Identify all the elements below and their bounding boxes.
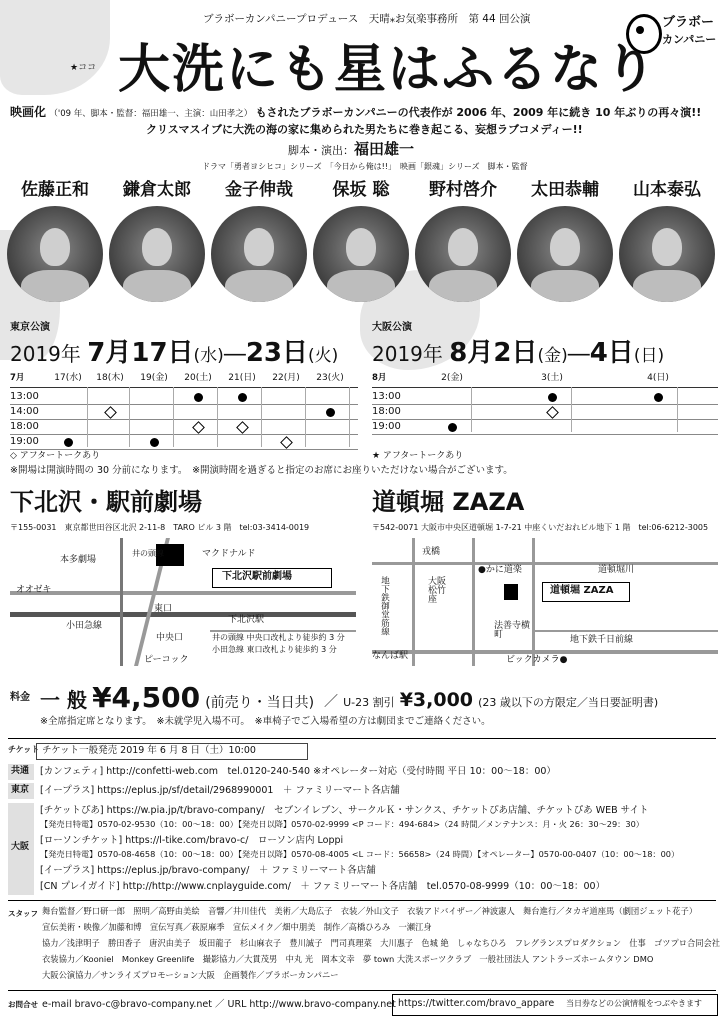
cast-photo-face xyxy=(448,228,478,266)
map-road xyxy=(472,538,475,666)
map-ebisu: 戎橋 xyxy=(422,547,441,557)
intro-text: もされたブラボーカンパニーの代表作が 2006 年、2009 年に続き 10 年ぶりの再々演!! xyxy=(255,106,702,119)
cast-photo-face xyxy=(244,228,274,266)
ticket-osaka-label: 大阪 xyxy=(11,842,30,852)
after-talk-diamond-icon xyxy=(192,421,205,434)
map-road xyxy=(210,630,356,632)
schedule-time: 14:00 xyxy=(10,406,39,417)
contact-line: e-mail bravo-c@bravo-company.net ／ URL http://www.bravo-company.net xyxy=(42,999,396,1010)
director-works: ドラマ「勇者ヨシヒコ」シリーズ 「今日から俺は!!」 映画「銀魂」シリーズ 脚本・監督 xyxy=(202,162,528,171)
staff-line: 衣装協力／Kooniel Monkey Greenlife 撮影協力／大貫茂男 中丸 光 岡本文幸 夢 town 大洗スポーツクラブ 一般社団法人 アントラーズホームタウン DMO xyxy=(42,954,654,964)
japan-map-silhouette-top xyxy=(0,0,110,95)
map-theater-label: 下北沢駅前劇場 xyxy=(222,571,292,582)
osaka-label: 大阪公演 xyxy=(372,322,412,333)
schedule-col-rule xyxy=(217,387,218,447)
schedule-day: 3(土) xyxy=(541,373,563,383)
tokyo-map xyxy=(10,538,356,666)
schedule-day: 21(日) xyxy=(228,373,256,383)
general-price: ¥4,500 xyxy=(92,681,201,714)
schedule-rule xyxy=(10,449,358,450)
performance-dot-icon xyxy=(326,408,335,417)
map-bic: ビックカメラ● xyxy=(506,655,568,665)
staff-label: スタッフ xyxy=(8,909,38,918)
map-kani: ●かに道楽 xyxy=(478,565,522,575)
price-notes: ※全席指定席となります。 ※未就学児入場不可。 ※車椅子でご入場希望の方は劇団までご連絡ください。 xyxy=(40,716,491,727)
tokyo-end-day: 23日 xyxy=(245,338,308,368)
cast-name: 金子伸哉 xyxy=(225,180,293,200)
map-road xyxy=(10,612,356,617)
cast-photo-face xyxy=(652,228,682,266)
intro-line-1 xyxy=(10,106,701,119)
divider xyxy=(8,900,716,901)
schedule-day: 23(火) xyxy=(316,373,344,383)
title-prefix: ★ココ xyxy=(70,63,97,73)
after-talk-diamond-icon xyxy=(280,436,293,449)
performance-dot-icon xyxy=(654,393,663,402)
map-inokashira: 井の頭線 xyxy=(132,549,164,558)
ticket-osaka-line: 【発売日特電】0570-02-9530（10：00～18：00）【発売日以降】0570-02-9999 <P コード：494-684>（24 時間／メンテナンス：月・火 26：30～29：30） xyxy=(40,819,644,829)
osaka-legend: ★ アフタートークあり xyxy=(372,451,464,461)
general-label: 一 般 xyxy=(40,688,87,712)
tokyo-start-dow: (水) xyxy=(193,346,224,366)
schedule-time: 13:00 xyxy=(10,391,39,402)
schedule-day: 2(金) xyxy=(441,373,463,383)
show-title: 大洗にも星はふるなり xyxy=(118,40,659,100)
cast-photo-face xyxy=(346,228,376,266)
cast-photo xyxy=(517,206,613,302)
tokyo-date-range xyxy=(10,340,338,366)
u23-note: (23 歳以下の方限定／当日要証明書) xyxy=(478,696,659,709)
map-station: 下北沢駅 xyxy=(228,615,265,625)
staff-line: 協力／浅津明子 勝田香子 唐沢由美子 坂田龍子 杉山麻衣子 豊川誠子 門司真理菜 大川惠子 色城 絶 しゃなちひろ フレグランスプロダクション 仕事 ゴツプロ合同会社 xyxy=(42,938,720,948)
map-midosuji: 地下鉄御堂筋線 xyxy=(379,576,390,636)
staff-line: 宣伝美術・映像／加藤和博 宣伝写真／萩原麻季 宣伝メイク／畑中朋美 制作／高橋ひろみ 一瀬江身 xyxy=(42,922,432,932)
schedule-col-rule xyxy=(173,387,174,447)
map-road xyxy=(10,591,356,595)
schedule-col-rule xyxy=(677,387,678,432)
price-line xyxy=(40,681,315,714)
performance-dot-icon xyxy=(448,423,457,432)
map-road xyxy=(120,538,123,666)
after-talk-diamond-icon xyxy=(236,421,249,434)
divider xyxy=(8,990,716,991)
schedule-col-rule xyxy=(571,387,572,432)
schedule-col-rule xyxy=(305,387,306,447)
ticket-osaka-line: [ローソンチケット] https://l-tike.com/bravo-c/ ローソン店内 Loppi xyxy=(40,835,344,846)
performance-dot-icon xyxy=(194,393,203,402)
ticket-release: チケット一般発売 2019 年 6 月 8 日（土）10:00 xyxy=(42,745,256,756)
schedule-day: 18(木) xyxy=(96,373,124,383)
map-zaza-label: 道頓堀 ZAZA xyxy=(550,585,614,596)
map-access-1: 井の頭線 中央口改札より徒歩約 3 分 xyxy=(212,633,345,642)
cast-name: 保坂 聡 xyxy=(332,180,390,200)
schedule-rule xyxy=(372,419,718,420)
schedule-time: 13:00 xyxy=(372,391,401,402)
osaka-year: 2019年 xyxy=(372,342,443,366)
schedule-col-rule xyxy=(87,387,88,447)
map-mcd: マクドナルド xyxy=(202,549,256,559)
schedule-rule xyxy=(372,387,718,388)
osaka-end-day: 4日 xyxy=(589,338,634,368)
osaka-end-dow: (日) xyxy=(633,346,665,366)
map-central-exit: 中央口 xyxy=(156,633,184,643)
intro-credit: （'09 年、脚本・監督：福田雄一、主演：山田孝之） xyxy=(49,109,253,119)
osaka-dash: ― xyxy=(567,342,590,367)
cast-photo-body xyxy=(21,270,89,302)
map-ozeki: オオゼキ xyxy=(16,585,52,595)
schedule-col-rule xyxy=(349,387,350,447)
performance-dot-icon xyxy=(64,438,73,447)
map-road xyxy=(372,650,718,654)
osaka-date-range xyxy=(372,340,664,366)
schedule-day: 22(月) xyxy=(272,373,300,383)
after-talk-diamond-icon xyxy=(104,406,117,419)
cast-photo xyxy=(619,206,715,302)
cast-name: 山本泰弘 xyxy=(633,180,701,200)
cast-photo-face xyxy=(550,228,580,266)
tokyo-start-month: 7月 xyxy=(87,338,132,368)
cast-photo-face xyxy=(142,228,172,266)
zaza-block xyxy=(504,584,518,600)
contact-label: お問合せ xyxy=(8,1000,38,1009)
staff-line: 舞台監督／野口研一郎 照明／高野由美絵 音響／井川佳代 美術／大島広子 衣装／外山文子 衣装アドバイザー／神波憲人 舞台進行／タカギ道座馬（劇団ジェット花子） xyxy=(42,906,698,916)
cast-photo-body xyxy=(327,270,395,302)
cast-photo xyxy=(313,206,409,302)
schedule-rule xyxy=(372,434,718,435)
performance-dot-icon xyxy=(548,393,557,402)
twitter-note: 当日券などの公演情報をつぶやきます xyxy=(566,999,702,1008)
map-peacock: ピーコック xyxy=(144,655,189,665)
performance-dot-icon xyxy=(150,438,159,447)
price-label: 料金 xyxy=(10,692,30,703)
cast-photo-face xyxy=(40,228,70,266)
map-road xyxy=(532,630,718,632)
schedule-time: 19:00 xyxy=(10,436,39,447)
logo-mascot-eye-icon xyxy=(636,26,644,34)
u23-slash: ／ xyxy=(324,694,338,710)
tokyo-dash: ― xyxy=(223,342,246,367)
venue-tokyo-address: 〒155-0031 東京都世田谷区北沢 2-11-8 TARO ビル 3 階 tel:03-3414-0019 xyxy=(10,523,310,532)
intro-label: 映画化 xyxy=(10,105,47,119)
map-road xyxy=(532,538,535,666)
map-hozenji: 法善寺横町 xyxy=(494,621,531,640)
u23-line xyxy=(324,691,658,710)
map-canal: 道頓堀川 xyxy=(598,565,635,575)
cast-photo xyxy=(415,206,511,302)
ticket-common-line: [カンフェティ] http://confetti-web.com tel.0120-240-540 ※オペレーター対応（受付時間 平日 10：00～18：00） xyxy=(40,766,556,777)
schedule-day: 19(金) xyxy=(140,373,168,383)
cast-photo xyxy=(109,206,205,302)
cast-name: 野村啓介 xyxy=(429,180,497,200)
presenter-line: ブラボーカンパニープロデュース 天晴⁎お気楽事務所 第 44 回公演 xyxy=(203,13,531,25)
director-line xyxy=(288,142,414,157)
schedule-day: 4(日) xyxy=(647,373,669,383)
ticket-osaka-line: [イープラス] https://eplus.jp/bravo-company/ ＋ ファミリーマート各店舗 xyxy=(40,865,376,876)
schedule-month: 8月 xyxy=(372,373,387,383)
osaka-start-dow: (金) xyxy=(537,346,568,366)
tokyo-legend: ◇ アフタートークあり xyxy=(10,451,101,461)
tokyo-end-dow: (火) xyxy=(308,346,339,366)
performance-dot-icon xyxy=(238,393,247,402)
schedule-col-rule xyxy=(471,387,472,432)
director-label: 脚本・演出： xyxy=(288,144,354,157)
venue-osaka-address: 〒542-0071 大阪市中央区道頓堀 1-7-21 中座くいだおれビル地下 1 階 tel:06-6212-3005 xyxy=(372,523,709,532)
schedule-month: 7月 xyxy=(10,373,25,383)
map-road xyxy=(372,562,718,565)
schedule-day: 17(水) xyxy=(54,373,82,383)
schedule-time: 19:00 xyxy=(372,421,401,432)
cast-photo xyxy=(7,206,103,302)
cast-photo-body xyxy=(633,270,701,302)
map-sennichimae: 地下鉄千日前線 xyxy=(570,635,634,645)
cast-photo-body xyxy=(531,270,599,302)
divider xyxy=(8,738,716,739)
osaka-map xyxy=(372,538,718,666)
map-odakyu: 小田急線 xyxy=(66,621,103,631)
u23-price: ¥3,000 xyxy=(399,689,474,711)
map-namba: なんば駅 xyxy=(372,651,409,661)
cast-photo xyxy=(211,206,307,302)
venue-osaka-name: 道頓堀 ZAZA xyxy=(372,488,525,516)
map-access-2: 小田急線 東口改札より徒歩約 3 分 xyxy=(212,645,337,654)
schedule-rule xyxy=(372,404,718,405)
logo-text-1: ブラボー xyxy=(662,15,715,30)
cast-photo-body xyxy=(429,270,497,302)
map-shochiku: 大阪松竹座 xyxy=(428,577,447,605)
ticket-tokyo-label: 東京 xyxy=(11,785,30,795)
schedule-time: 18:00 xyxy=(372,406,401,417)
schedule-time: 18:00 xyxy=(10,421,39,432)
schedule-col-rule xyxy=(261,387,262,447)
map-east-exit: 東口 xyxy=(154,604,173,614)
osaka-start-month: 8月 xyxy=(449,338,494,368)
director-name: 福田雄一 xyxy=(354,140,415,158)
osaka-start-day: 2日 xyxy=(493,338,538,368)
map-road xyxy=(412,538,415,666)
schedule-col-rule xyxy=(129,387,130,447)
ticket-osaka-line: [CN プレイガイド] http://http://www.cnplayguide.com/ ＋ ファミリーマート各店舗 tel.0570-08-9999（10：00～18：00） xyxy=(40,881,606,892)
cast-name: 佐藤正和 xyxy=(21,180,89,200)
ticket-osaka-line: [チケットぴあ] https://w.pia.jp/t/bravo-company/ セブンイレブン、サークルＫ・サンクス、チケットぴあ店舗、チケットぴあ WEB サイト xyxy=(40,805,649,816)
schedule-day: 20(土) xyxy=(184,373,212,383)
cast-name: 太田恭輔 xyxy=(531,180,599,200)
map-honda: 本多劇場 xyxy=(60,555,97,565)
general-note: (前売り・当日共) xyxy=(205,695,315,711)
cast-photo-body xyxy=(225,270,293,302)
after-talk-diamond-icon xyxy=(546,406,559,419)
venue-tokyo-name: 下北沢・駅前劇場 xyxy=(10,488,202,516)
ticket-common-label: 共通 xyxy=(11,766,30,776)
tokyo-label: 東京公演 xyxy=(10,322,50,333)
u23-label: U-23 割引 xyxy=(343,696,395,709)
schedule-note: ※開場は開演時間の 30 分前になります。 ※開演時間を過ぎると指定のお席にお座りいただけない場合がございます。 xyxy=(10,465,513,476)
tokyo-start-day: 17日 xyxy=(131,338,194,368)
intro-line-2: クリスマスイブに大洗の海の家に集められた男たちに巻き起こる、妄想ラブコメディー!! xyxy=(146,123,583,136)
logo-text-2: カンパニー xyxy=(662,33,717,46)
staff-line: 大阪公演協力／サンライズプロモーション大阪 企画製作／ブラボーカンパニー xyxy=(42,970,339,980)
cast-photo-body xyxy=(123,270,191,302)
twitter-url[interactable]: https://twitter.com/bravo_appare xyxy=(398,998,555,1009)
ticket-osaka-line: 【発売日特電】0570-08-4658（10：00～18：00）【発売日以降】0570-08-4005 <L コード：56658>（24 時間）【オペレーター】0570-00-0407（10：00～18：00） xyxy=(40,849,680,859)
ticket-tokyo-line: [イープラス] https://eplus.jp/sf/detail/2968990001 ＋ ファミリーマート各店舗 xyxy=(40,785,400,796)
cast-name: 鎌倉太郎 xyxy=(123,180,191,200)
ticket-label: チケット xyxy=(8,745,40,754)
tokyo-year: 2019年 xyxy=(10,342,81,366)
